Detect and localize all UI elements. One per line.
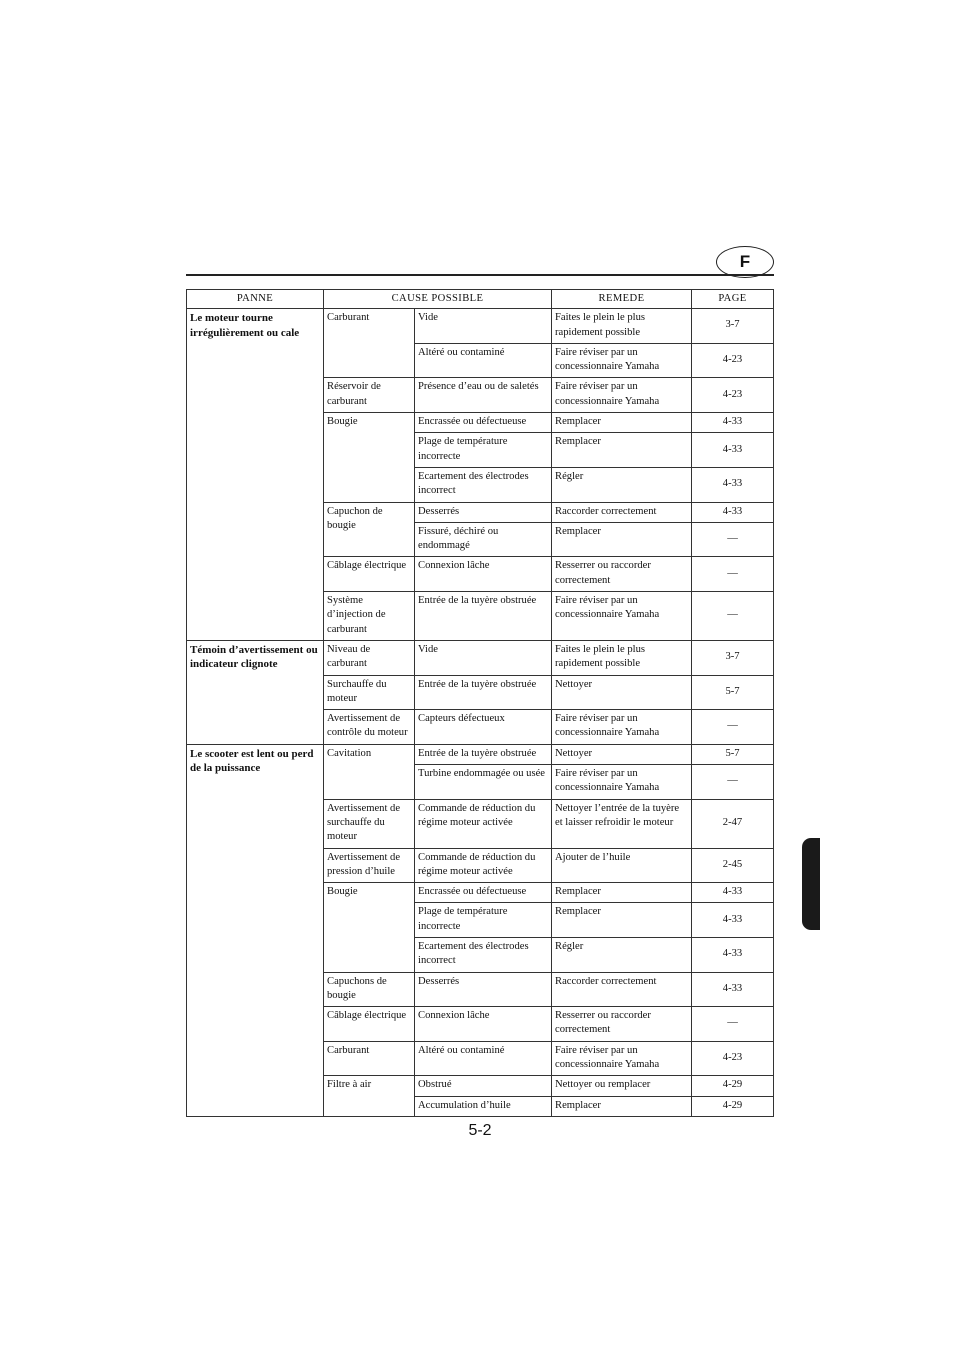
remede-cell: Faire réviser par un concessionnaire Yamaha — [552, 1041, 692, 1076]
remede-cell: Remplacer — [552, 1096, 692, 1116]
remede-cell: Faites le plein le plus rapidement possible — [552, 309, 692, 344]
cause-detail-cell: Fissuré, déchiré ou endommagé — [415, 522, 552, 557]
header-page: PAGE — [692, 290, 774, 309]
remede-cell: Nettoyer — [552, 744, 692, 764]
page-ref-cell: 2-45 — [692, 848, 774, 883]
cause-detail-cell: Vide — [415, 309, 552, 344]
cause-detail-cell: Entrée de la tuyère obstruée — [415, 744, 552, 764]
remede-cell: Nettoyer l’entrée de la tuyère et laisser refroidir le moteur — [552, 799, 692, 848]
header-remede: REMEDE — [552, 290, 692, 309]
cause-detail-cell: Plage de température incorrecte — [415, 903, 552, 938]
header-rule — [186, 274, 774, 276]
remede-cell: Remplacer — [552, 903, 692, 938]
cause-cell: Avertissement de contrôle du moteur — [324, 710, 415, 745]
cause-cell: Câblage électrique — [324, 557, 415, 592]
remede-cell: Remplacer — [552, 433, 692, 468]
cause-detail-cell: Ecartement des électrodes incorrect — [415, 937, 552, 972]
remede-cell: Remplacer — [552, 522, 692, 557]
header-cause: CAUSE POSSIBLE — [324, 290, 552, 309]
remede-cell: Remplacer — [552, 413, 692, 433]
cause-detail-cell: Commande de réduction du régime moteur activée — [415, 799, 552, 848]
table-body — [187, 309, 774, 1117]
remede-cell: Faites le plein le plus rapidement possible — [552, 640, 692, 675]
cause-detail-cell: Desserrés — [415, 502, 552, 522]
remede-cell: Nettoyer ou remplacer — [552, 1076, 692, 1096]
page-ref-cell: 4-33 — [692, 883, 774, 903]
remede-cell: Raccorder correctement — [552, 972, 692, 1007]
page-ref-cell: 4-29 — [692, 1096, 774, 1116]
page-ref-cell: 4-33 — [692, 467, 774, 502]
page-number: 5-2 — [468, 1122, 492, 1139]
page-ref-cell: — — [692, 557, 774, 592]
cause-cell: Niveau de carburant — [324, 640, 415, 675]
page-ref-cell: — — [692, 1007, 774, 1042]
page-ref-cell: 4-33 — [692, 937, 774, 972]
cause-detail-cell: Encrassée ou défectueuse — [415, 413, 552, 433]
cause-detail-cell: Connexion lâche — [415, 557, 552, 592]
page-ref-cell: 5-7 — [692, 675, 774, 710]
chapter-side-tab — [802, 838, 820, 930]
cause-cell: Système d’injection de carburant — [324, 592, 415, 641]
header-panne: PANNE — [187, 290, 324, 309]
cause-cell: Surchauffe du moteur — [324, 675, 415, 710]
page-ref-cell: 4-33 — [692, 903, 774, 938]
remede-cell: Nettoyer — [552, 675, 692, 710]
page-ref-cell: 3-7 — [692, 640, 774, 675]
page-ref-cell: 4-29 — [692, 1076, 774, 1096]
table-row — [187, 744, 774, 764]
language-badge: F — [716, 246, 774, 278]
remede-cell: Resserrer ou raccorder correctement — [552, 1007, 692, 1042]
cause-detail-cell: Turbine endommagée ou usée — [415, 765, 552, 800]
panne-cell: Témoin d’avertissement ou indicateur clignote — [187, 640, 324, 744]
panne-cell: Le scooter est lent ou perd de la puissance — [187, 744, 324, 1116]
remede-cell: Régler — [552, 467, 692, 502]
cause-detail-cell: Plage de température incorrecte — [415, 433, 552, 468]
cause-detail-cell: Encrassée ou défectueuse — [415, 883, 552, 903]
page-ref-cell: 5-7 — [692, 744, 774, 764]
cause-detail-cell: Ecartement des électrodes incorrect — [415, 467, 552, 502]
cause-cell: Capuchons de bougie — [324, 972, 415, 1007]
page-ref-cell: — — [692, 765, 774, 800]
cause-detail-cell: Obstrué — [415, 1076, 552, 1096]
page-ref-cell: 2-47 — [692, 799, 774, 848]
page-ref-cell: 4-23 — [692, 343, 774, 378]
panne-cell: Le moteur tourne irrégulièrement ou cale — [187, 309, 324, 641]
remede-cell: Régler — [552, 937, 692, 972]
cause-cell: Avertissement de surchauffe du moteur — [324, 799, 415, 848]
remede-cell: Faire réviser par un concessionnaire Yamaha — [552, 592, 692, 641]
remede-cell: Faire réviser par un concessionnaire Yamaha — [552, 765, 692, 800]
table-header — [187, 290, 774, 309]
page-ref-cell: 4-33 — [692, 502, 774, 522]
remede-cell: Raccorder correctement — [552, 502, 692, 522]
remede-cell: Resserrer ou raccorder correctement — [552, 557, 692, 592]
cause-detail-cell: Altéré ou contaminé — [415, 1041, 552, 1076]
page-ref-cell: 3-7 — [692, 309, 774, 344]
cause-cell: Cavitation — [324, 744, 415, 799]
cause-detail-cell: Desserrés — [415, 972, 552, 1007]
cause-detail-cell: Vide — [415, 640, 552, 675]
page-ref-cell: 4-33 — [692, 433, 774, 468]
cause-cell: Bougie — [324, 883, 415, 972]
table-row — [187, 640, 774, 675]
page-ref-cell: 4-23 — [692, 378, 774, 413]
cause-detail-cell: Altéré ou contaminé — [415, 343, 552, 378]
cause-cell: Réservoir de carburant — [324, 378, 415, 413]
troubleshooting-table — [186, 289, 774, 1117]
cause-detail-cell: Entrée de la tuyère obstruée — [415, 675, 552, 710]
cause-cell: Bougie — [324, 413, 415, 502]
cause-cell: Carburant — [324, 1041, 415, 1076]
page-ref-cell: — — [692, 522, 774, 557]
cause-cell: Capuchon de bougie — [324, 502, 415, 557]
remede-cell: Faire réviser par un concessionnaire Yamaha — [552, 343, 692, 378]
remede-cell: Faire réviser par un concessionnaire Yamaha — [552, 378, 692, 413]
remede-cell: Faire réviser par un concessionnaire Yamaha — [552, 710, 692, 745]
cause-detail-cell: Capteurs défectueux — [415, 710, 552, 745]
page-ref-cell: — — [692, 710, 774, 745]
page-ref-cell: — — [692, 592, 774, 641]
cause-cell: Câblage électrique — [324, 1007, 415, 1042]
table-row — [187, 309, 774, 344]
remede-cell: Remplacer — [552, 883, 692, 903]
remede-cell: Ajouter de l’huile — [552, 848, 692, 883]
cause-cell: Filtre à air — [324, 1076, 415, 1117]
page-ref-cell: 4-33 — [692, 413, 774, 433]
cause-cell: Avertissement de pression d’huile — [324, 848, 415, 883]
page-ref-cell: 4-33 — [692, 972, 774, 1007]
cause-detail-cell: Accumulation d’huile — [415, 1096, 552, 1116]
cause-detail-cell: Commande de réduction du régime moteur activée — [415, 848, 552, 883]
cause-detail-cell: Entrée de la tuyère obstruée — [415, 592, 552, 641]
cause-detail-cell: Présence d’eau ou de saletés — [415, 378, 552, 413]
page-ref-cell: 4-23 — [692, 1041, 774, 1076]
cause-cell: Carburant — [324, 309, 415, 378]
cause-detail-cell: Connexion lâche — [415, 1007, 552, 1042]
